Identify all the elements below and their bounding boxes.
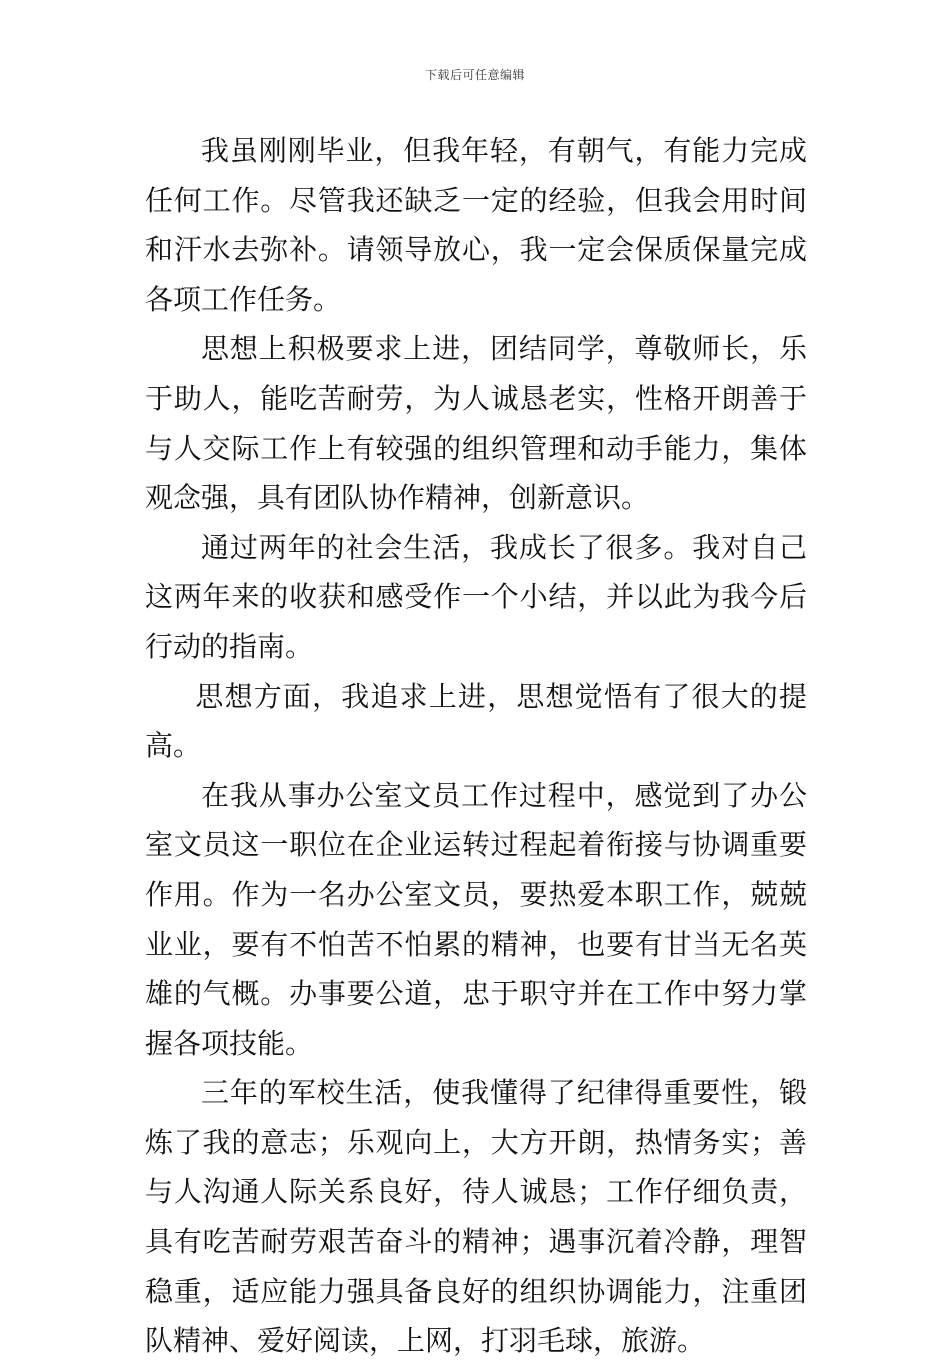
paragraph-3: 通过两年的社会生活，我成长了很多。我对自己这两年来的收获和感受作一个小结，并以此为我今后行动的指南。 [145,530,807,663]
paragraph-6: 三年的军校生活，使我懂得了纪律得重要性，锻炼了我的意志；乐观向上，大方开朗，热情务实；善与人沟通人际关系良好，待人诚恳；工作仔细负责，具有吃苦耐劳艰苦奋斗的精神；遇事沉着冷静，理智稳重，适应能力强具备良好的组织协调能力，注重团队精神、爱好阅读，上网，打羽毛球，旅游。 [145,1076,807,1358]
paragraph-5: 在我从事办公室文员工作过程中，感觉到了办公室文员这一职位在企业运转过程起着衔接与协调重要作用。作为一名办公室文员，要热爱本职工作，兢兢业业，要有不怕苦不怕累的精神，也要有甘当无名英雄的气概。办事要公道，忠于职守并在工作中努力掌握各项技能。 [145,778,807,1060]
paragraph-2: 思想上积极要求上进，团结同学，尊敬师长，乐于助人，能吃苦耐劳，为人诚恳老实，性格开朗善于与人交际工作上有较强的组织管理和动手能力，集体观念强，具有团队协作精神，创新意识。 [145,332,807,515]
document-body [145,126,807,1366]
paragraph-1: 我虽刚刚毕业，但我年轻，有朝气，有能力完成任何工作。尽管我还缺乏一定的经验，但我会用时间和汗水去弥补。请领导放心，我一定会保质保量完成各项工作任务。 [145,134,807,316]
page-header: 下载后可任意编辑 [424,68,525,82]
paragraph-4: 思想方面，我追求上进，思想觉悟有了很大的提高。 [145,679,807,763]
